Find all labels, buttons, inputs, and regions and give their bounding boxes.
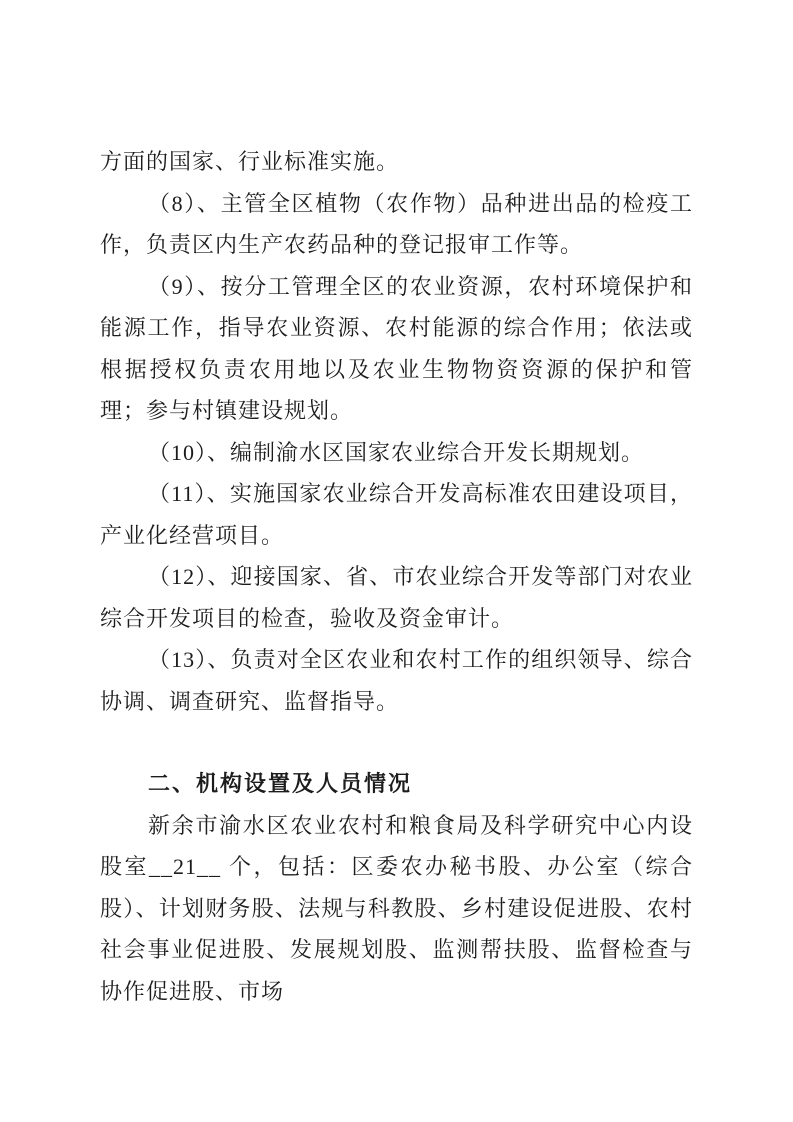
paragraph: （8）、主管全区植物（农作物）品种进出品的检疫工作，负责区内生产农药品种的登记报审工作等。 (100, 190, 693, 257)
paragraph: （11）、实施国家农业综合开发高标准农田建设项目，产业化经营项目。 (100, 481, 693, 548)
paragraph: 方面的国家、行业标准实施。 (100, 149, 400, 174)
section-heading: 二、机构设置及人员情况 (148, 771, 413, 796)
paragraph: 新余市渝水区农业农村和粮食局及科学研究中心内设股室__21__ 个，包括：区委农办秘书股、办公室（综合股）、计划财务股、法规与科教股、乡村建设促进股、农村社会事业促进股、发展规划股、监测帮扶股、监督检查与协作促进股、市场 (100, 812, 693, 1004)
paragraph: （13）、负责对全区农业和农村工作的组织领导、综合协调、调查研究、监督指导。 (100, 647, 693, 714)
paragraph: （12）、迎接国家、省、市农业综合开发等部门对农业综合开发项目的检查，验收及资金审计。 (100, 564, 693, 631)
document-body (100, 141, 693, 1012)
paragraph: （9）、按分工管理全区的农业资源，农村环境保护和能源工作，指导农业资源、农村能源的综合作用；依法或根据授权负责农用地以及农业生物物资资源的保护和管理；参与村镇建设规划。 (100, 273, 693, 423)
paragraph: （10）、编制渝水区国家农业综合开发长期规划。 (148, 439, 645, 465)
